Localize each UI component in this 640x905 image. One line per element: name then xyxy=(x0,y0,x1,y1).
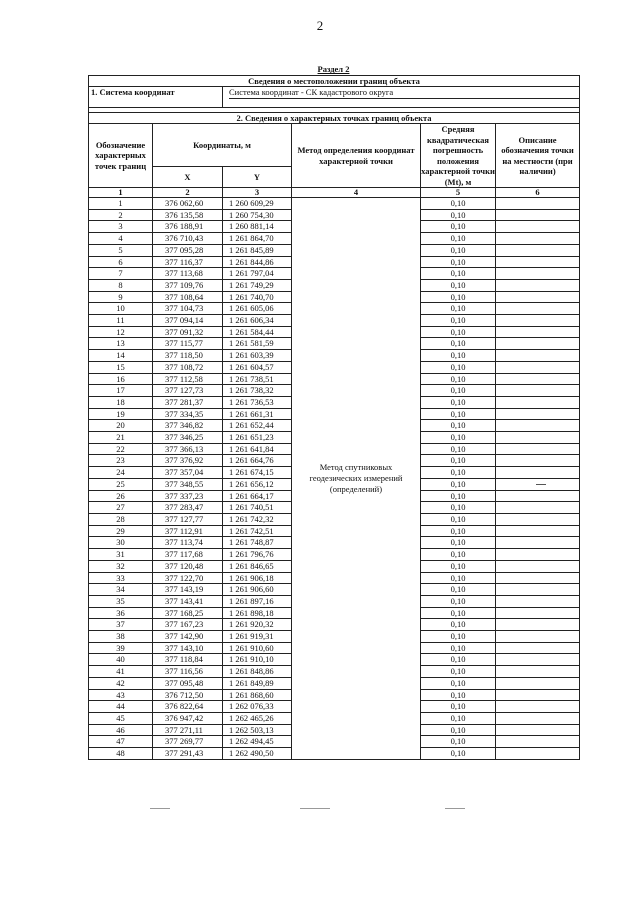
description-cell xyxy=(496,560,580,572)
x-coordinate-cell: 377 095,28 xyxy=(153,244,223,256)
x-coordinate-cell: 377 334,35 xyxy=(153,408,223,420)
description-cell xyxy=(496,373,580,385)
y-coordinate-cell: 1 262 490,50 xyxy=(223,748,292,760)
bottom-stroke-mark xyxy=(150,808,170,809)
point-number-cell: 38 xyxy=(89,631,153,643)
description-cell xyxy=(496,198,580,210)
x-coordinate-cell: 376 712,50 xyxy=(153,689,223,701)
accuracy-cell: 0,10 xyxy=(421,607,496,619)
point-number-cell: 6 xyxy=(89,256,153,268)
x-coordinate-cell: 376 822,64 xyxy=(153,701,223,713)
y-coordinate-cell: 1 261 651,23 xyxy=(223,432,292,444)
accuracy-cell: 0,10 xyxy=(421,654,496,666)
description-cell xyxy=(496,221,580,233)
x-coordinate-cell: 377 376,92 xyxy=(153,455,223,467)
point-number-cell: 44 xyxy=(89,701,153,713)
x-coordinate-cell: 377 168,25 xyxy=(153,607,223,619)
description-cell xyxy=(496,502,580,514)
accuracy-cell: 0,10 xyxy=(421,221,496,233)
point-number-cell: 15 xyxy=(89,361,153,373)
point-number-cell: 42 xyxy=(89,677,153,689)
description-cell xyxy=(496,396,580,408)
header-y: Y xyxy=(223,166,292,187)
y-coordinate-cell: 1 262 465,26 xyxy=(223,712,292,724)
point-number-cell: 5 xyxy=(89,244,153,256)
accuracy-cell: 0,10 xyxy=(421,631,496,643)
accuracy-cell: 0,10 xyxy=(421,432,496,444)
accuracy-cell: 0,10 xyxy=(421,525,496,537)
y-coordinate-cell: 1 261 848,86 xyxy=(223,666,292,678)
x-coordinate-cell: 377 108,64 xyxy=(153,291,223,303)
accuracy-cell: 0,10 xyxy=(421,279,496,291)
y-coordinate-cell: 1 261 664,76 xyxy=(223,455,292,467)
description-cell xyxy=(496,338,580,350)
section-title: Раздел 2 xyxy=(317,64,350,74)
point-number-cell: 40 xyxy=(89,654,153,666)
x-coordinate-cell: 377 143,10 xyxy=(153,642,223,654)
bottom-stroke-mark xyxy=(445,808,465,809)
method-cell: Метод спутниковых геодезических измерений (определений) xyxy=(292,198,421,760)
description-cell xyxy=(496,677,580,689)
description-cell xyxy=(496,490,580,502)
x-coordinate-cell: 377 271,11 xyxy=(153,724,223,736)
x-coordinate-cell: 376 947,42 xyxy=(153,712,223,724)
point-number-cell: 24 xyxy=(89,467,153,479)
accuracy-cell: 0,10 xyxy=(421,303,496,315)
description-cell xyxy=(496,584,580,596)
accuracy-cell: 0,10 xyxy=(421,666,496,678)
point-number-cell: 20 xyxy=(89,420,153,432)
description-cell xyxy=(496,443,580,455)
y-coordinate-cell: 1 261 736,53 xyxy=(223,396,292,408)
y-coordinate-cell: 1 261 846,65 xyxy=(223,560,292,572)
accuracy-cell: 0,10 xyxy=(421,408,496,420)
description-cell xyxy=(496,432,580,444)
point-number-cell: 3 xyxy=(89,221,153,233)
x-coordinate-cell: 377 122,70 xyxy=(153,572,223,584)
x-coordinate-cell: 377 281,37 xyxy=(153,396,223,408)
point-number-cell: 48 xyxy=(89,748,153,760)
y-coordinate-cell: 1 261 656,12 xyxy=(223,478,292,490)
accuracy-cell: 0,10 xyxy=(421,549,496,561)
x-coordinate-cell: 377 143,41 xyxy=(153,595,223,607)
header-method: Метод определения координат характерной точки xyxy=(292,124,421,188)
description-cell xyxy=(496,279,580,291)
point-number-cell: 34 xyxy=(89,584,153,596)
accuracy-cell: 0,10 xyxy=(421,490,496,502)
accuracy-cell: 0,10 xyxy=(421,209,496,221)
description-cell xyxy=(496,361,580,373)
column-number: 2 xyxy=(153,188,223,198)
point-number-cell: 39 xyxy=(89,642,153,654)
accuracy-cell: 0,10 xyxy=(421,233,496,245)
accuracy-cell: 0,10 xyxy=(421,560,496,572)
accuracy-cell: 0,10 xyxy=(421,584,496,596)
accuracy-cell: 0,10 xyxy=(421,724,496,736)
y-coordinate-cell: 1 261 584,44 xyxy=(223,326,292,338)
accuracy-cell: 0,10 xyxy=(421,619,496,631)
y-coordinate-cell: 1 261 603,39 xyxy=(223,350,292,362)
point-number-cell: 30 xyxy=(89,537,153,549)
bottom-stroke-mark xyxy=(300,808,330,809)
description-cell xyxy=(496,607,580,619)
description-cell xyxy=(496,408,580,420)
description-cell xyxy=(496,467,580,479)
x-coordinate-cell: 377 127,73 xyxy=(153,385,223,397)
y-coordinate-cell: 1 262 494,45 xyxy=(223,736,292,748)
point-number-cell: 11 xyxy=(89,315,153,327)
column-number: 4 xyxy=(292,188,421,198)
y-coordinate-cell: 1 261 898,18 xyxy=(223,607,292,619)
x-coordinate-cell: 377 291,43 xyxy=(153,748,223,760)
description-cell xyxy=(496,701,580,713)
header-description: Описание обозначения точки на местности (при наличии) xyxy=(496,124,580,188)
point-number-cell: 22 xyxy=(89,443,153,455)
point-number-cell: 28 xyxy=(89,513,153,525)
point-number-cell: 13 xyxy=(89,338,153,350)
boundary-points-table xyxy=(88,75,580,760)
description-cell xyxy=(496,385,580,397)
point-number-cell: 17 xyxy=(89,385,153,397)
y-coordinate-cell: 1 261 796,76 xyxy=(223,549,292,561)
description-cell xyxy=(496,315,580,327)
point-number-cell: 47 xyxy=(89,736,153,748)
y-coordinate-cell: 1 261 920,32 xyxy=(223,619,292,631)
x-coordinate-cell: 377 112,91 xyxy=(153,525,223,537)
y-coordinate-cell: 1 261 664,17 xyxy=(223,490,292,502)
column-number: 5 xyxy=(421,188,496,198)
description-cell xyxy=(496,455,580,467)
x-coordinate-cell: 377 118,50 xyxy=(153,350,223,362)
description-cell xyxy=(496,654,580,666)
y-coordinate-cell: 1 261 864,70 xyxy=(223,233,292,245)
accuracy-cell: 0,10 xyxy=(421,350,496,362)
description-cell xyxy=(496,303,580,315)
accuracy-cell: 0,10 xyxy=(421,502,496,514)
accuracy-cell: 0,10 xyxy=(421,513,496,525)
header-coordinates: Координаты, м xyxy=(153,124,292,167)
coord-system-label: 1. Система координат xyxy=(89,87,223,108)
y-coordinate-cell: 1 261 749,29 xyxy=(223,279,292,291)
description-cell xyxy=(496,233,580,245)
y-coordinate-cell: 1 261 844,86 xyxy=(223,256,292,268)
point-number-cell: 43 xyxy=(89,689,153,701)
point-number-cell: 4 xyxy=(89,233,153,245)
x-coordinate-cell: 377 337,23 xyxy=(153,490,223,502)
x-coordinate-cell: 377 094,14 xyxy=(153,315,223,327)
point-number-cell: 2 xyxy=(89,209,153,221)
x-coordinate-cell: 377 112,58 xyxy=(153,373,223,385)
y-coordinate-cell: 1 261 845,89 xyxy=(223,244,292,256)
point-number-cell: 36 xyxy=(89,607,153,619)
x-coordinate-cell: 376 135,58 xyxy=(153,209,223,221)
x-coordinate-cell: 377 283,47 xyxy=(153,502,223,514)
x-coordinate-cell: 377 108,72 xyxy=(153,361,223,373)
column-number: 3 xyxy=(223,188,292,198)
y-coordinate-cell: 1 261 910,60 xyxy=(223,642,292,654)
point-number-cell: 25 xyxy=(89,478,153,490)
coord-system-value: Система координат - СК кадастрового округа xyxy=(229,87,580,99)
accuracy-cell: 0,10 xyxy=(421,443,496,455)
x-coordinate-cell: 377 269,77 xyxy=(153,736,223,748)
x-coordinate-cell: 377 346,82 xyxy=(153,420,223,432)
x-coordinate-cell: 377 095,48 xyxy=(153,677,223,689)
x-coordinate-cell: 377 167,23 xyxy=(153,619,223,631)
point-number-cell: 29 xyxy=(89,525,153,537)
point-number-cell: 19 xyxy=(89,408,153,420)
column-number: 6 xyxy=(496,188,580,198)
description-cell xyxy=(496,513,580,525)
accuracy-cell: 0,10 xyxy=(421,748,496,760)
description-cell xyxy=(496,619,580,631)
description-cell xyxy=(496,642,580,654)
point-number-cell: 32 xyxy=(89,560,153,572)
accuracy-cell: 0,10 xyxy=(421,712,496,724)
description-cell xyxy=(496,291,580,303)
accuracy-cell: 0,10 xyxy=(421,373,496,385)
point-number-cell: 45 xyxy=(89,712,153,724)
point-number-cell: 46 xyxy=(89,724,153,736)
x-coordinate-cell: 376 188,91 xyxy=(153,221,223,233)
x-coordinate-cell: 377 357,04 xyxy=(153,467,223,479)
y-coordinate-cell: 1 261 742,32 xyxy=(223,513,292,525)
x-coordinate-cell: 377 116,56 xyxy=(153,666,223,678)
y-coordinate-cell: 1 261 742,51 xyxy=(223,525,292,537)
x-coordinate-cell: 377 346,25 xyxy=(153,432,223,444)
header-point-designation: Обозначение характерных точек границ xyxy=(89,124,153,188)
description-cell xyxy=(496,689,580,701)
description-cell xyxy=(496,420,580,432)
subsection-header: 2. Сведения о характерных точках границ объекта xyxy=(89,113,580,124)
x-coordinate-cell: 377 120,48 xyxy=(153,560,223,572)
accuracy-cell: 0,10 xyxy=(421,268,496,280)
page-number: 2 xyxy=(316,18,324,33)
point-number-cell: 41 xyxy=(89,666,153,678)
description-cell xyxy=(496,256,580,268)
accuracy-cell: 0,10 xyxy=(421,677,496,689)
y-coordinate-cell: 1 262 503,13 xyxy=(223,724,292,736)
point-number-cell: 37 xyxy=(89,619,153,631)
point-number-cell: 1 xyxy=(89,198,153,210)
accuracy-cell: 0,10 xyxy=(421,326,496,338)
accuracy-cell: 0,10 xyxy=(421,361,496,373)
y-coordinate-cell: 1 261 674,15 xyxy=(223,467,292,479)
y-coordinate-cell: 1 261 868,60 xyxy=(223,689,292,701)
x-coordinate-cell: 377 113,74 xyxy=(153,537,223,549)
y-coordinate-cell: 1 261 738,51 xyxy=(223,373,292,385)
description-cell xyxy=(496,525,580,537)
y-coordinate-cell: 1 260 754,30 xyxy=(223,209,292,221)
x-coordinate-cell: 377 117,68 xyxy=(153,549,223,561)
point-number-cell: 16 xyxy=(89,373,153,385)
y-coordinate-cell: 1 260 609,29 xyxy=(223,198,292,210)
point-number-cell: 9 xyxy=(89,291,153,303)
y-coordinate-cell: 1 261 605,06 xyxy=(223,303,292,315)
accuracy-cell: 0,10 xyxy=(421,385,496,397)
x-coordinate-cell: 377 091,32 xyxy=(153,326,223,338)
description-cell xyxy=(496,244,580,256)
y-coordinate-cell: 1 261 906,60 xyxy=(223,584,292,596)
y-coordinate-cell: 1 261 906,18 xyxy=(223,572,292,584)
description-cell xyxy=(496,666,580,678)
y-coordinate-cell: 1 262 076,33 xyxy=(223,701,292,713)
pen-dash-mark xyxy=(536,484,546,485)
y-coordinate-cell: 1 261 604,57 xyxy=(223,361,292,373)
y-coordinate-cell: 1 261 849,89 xyxy=(223,677,292,689)
y-coordinate-cell: 1 261 740,70 xyxy=(223,291,292,303)
column-number: 1 xyxy=(89,188,153,198)
x-coordinate-cell: 376 710,43 xyxy=(153,233,223,245)
x-coordinate-cell: 377 104,73 xyxy=(153,303,223,315)
x-coordinate-cell: 377 115,77 xyxy=(153,338,223,350)
accuracy-cell: 0,10 xyxy=(421,291,496,303)
point-number-cell: 21 xyxy=(89,432,153,444)
point-number-cell: 7 xyxy=(89,268,153,280)
accuracy-cell: 0,10 xyxy=(421,572,496,584)
accuracy-cell: 0,10 xyxy=(421,396,496,408)
accuracy-cell: 0,10 xyxy=(421,595,496,607)
point-number-cell: 33 xyxy=(89,572,153,584)
x-coordinate-cell: 377 348,55 xyxy=(153,478,223,490)
description-cell xyxy=(496,724,580,736)
x-coordinate-cell: 377 366,13 xyxy=(153,443,223,455)
point-number-cell: 18 xyxy=(89,396,153,408)
y-coordinate-cell: 1 261 641,84 xyxy=(223,443,292,455)
description-cell xyxy=(496,595,580,607)
description-cell xyxy=(496,631,580,643)
table-row xyxy=(89,198,580,210)
point-number-cell: 31 xyxy=(89,549,153,561)
x-coordinate-cell: 377 113,68 xyxy=(153,268,223,280)
accuracy-cell: 0,10 xyxy=(421,736,496,748)
y-coordinate-cell: 1 261 661,31 xyxy=(223,408,292,420)
x-coordinate-cell: 377 109,76 xyxy=(153,279,223,291)
main-header: Сведения о местоположении границ объекта xyxy=(89,76,580,87)
description-cell xyxy=(496,736,580,748)
y-coordinate-cell: 1 261 897,16 xyxy=(223,595,292,607)
point-number-cell: 23 xyxy=(89,455,153,467)
y-coordinate-cell: 1 261 919,31 xyxy=(223,631,292,643)
header-x: X xyxy=(153,166,223,187)
accuracy-cell: 0,10 xyxy=(421,537,496,549)
accuracy-cell: 0,10 xyxy=(421,689,496,701)
y-coordinate-cell: 1 261 606,34 xyxy=(223,315,292,327)
x-coordinate-cell: 377 142,90 xyxy=(153,631,223,643)
description-cell xyxy=(496,748,580,760)
x-coordinate-cell: 377 118,84 xyxy=(153,654,223,666)
y-coordinate-cell: 1 260 881,14 xyxy=(223,221,292,233)
x-coordinate-cell: 377 127,77 xyxy=(153,513,223,525)
accuracy-cell: 0,10 xyxy=(421,198,496,210)
x-coordinate-cell: 377 116,37 xyxy=(153,256,223,268)
description-cell xyxy=(496,712,580,724)
accuracy-cell: 0,10 xyxy=(421,420,496,432)
y-coordinate-cell: 1 261 652,44 xyxy=(223,420,292,432)
header-accuracy: Средняя квадратическая погрешность положения характерной точки (Mt), м xyxy=(421,124,495,187)
description-cell xyxy=(496,537,580,549)
accuracy-cell: 0,10 xyxy=(421,701,496,713)
accuracy-cell: 0,10 xyxy=(421,642,496,654)
description-cell xyxy=(496,326,580,338)
description-cell xyxy=(496,268,580,280)
x-coordinate-cell: 377 143,19 xyxy=(153,584,223,596)
accuracy-cell: 0,10 xyxy=(421,244,496,256)
y-coordinate-cell: 1 261 581,59 xyxy=(223,338,292,350)
accuracy-cell: 0,10 xyxy=(421,467,496,479)
accuracy-cell: 0,10 xyxy=(421,478,496,490)
point-number-cell: 35 xyxy=(89,595,153,607)
point-number-cell: 12 xyxy=(89,326,153,338)
y-coordinate-cell: 1 261 740,51 xyxy=(223,502,292,514)
accuracy-cell: 0,10 xyxy=(421,338,496,350)
description-cell xyxy=(496,209,580,221)
description-cell xyxy=(496,350,580,362)
point-number-cell: 27 xyxy=(89,502,153,514)
y-coordinate-cell: 1 261 738,32 xyxy=(223,385,292,397)
description-cell xyxy=(496,549,580,561)
accuracy-cell: 0,10 xyxy=(421,455,496,467)
y-coordinate-cell: 1 261 797,04 xyxy=(223,268,292,280)
point-number-cell: 14 xyxy=(89,350,153,362)
point-number-cell: 10 xyxy=(89,303,153,315)
x-coordinate-cell: 376 062,60 xyxy=(153,198,223,210)
y-coordinate-cell: 1 261 910,10 xyxy=(223,654,292,666)
y-coordinate-cell: 1 261 748,87 xyxy=(223,537,292,549)
accuracy-cell: 0,10 xyxy=(421,315,496,327)
point-number-cell: 26 xyxy=(89,490,153,502)
accuracy-cell: 0,10 xyxy=(421,256,496,268)
description-cell xyxy=(496,572,580,584)
point-number-cell: 8 xyxy=(89,279,153,291)
